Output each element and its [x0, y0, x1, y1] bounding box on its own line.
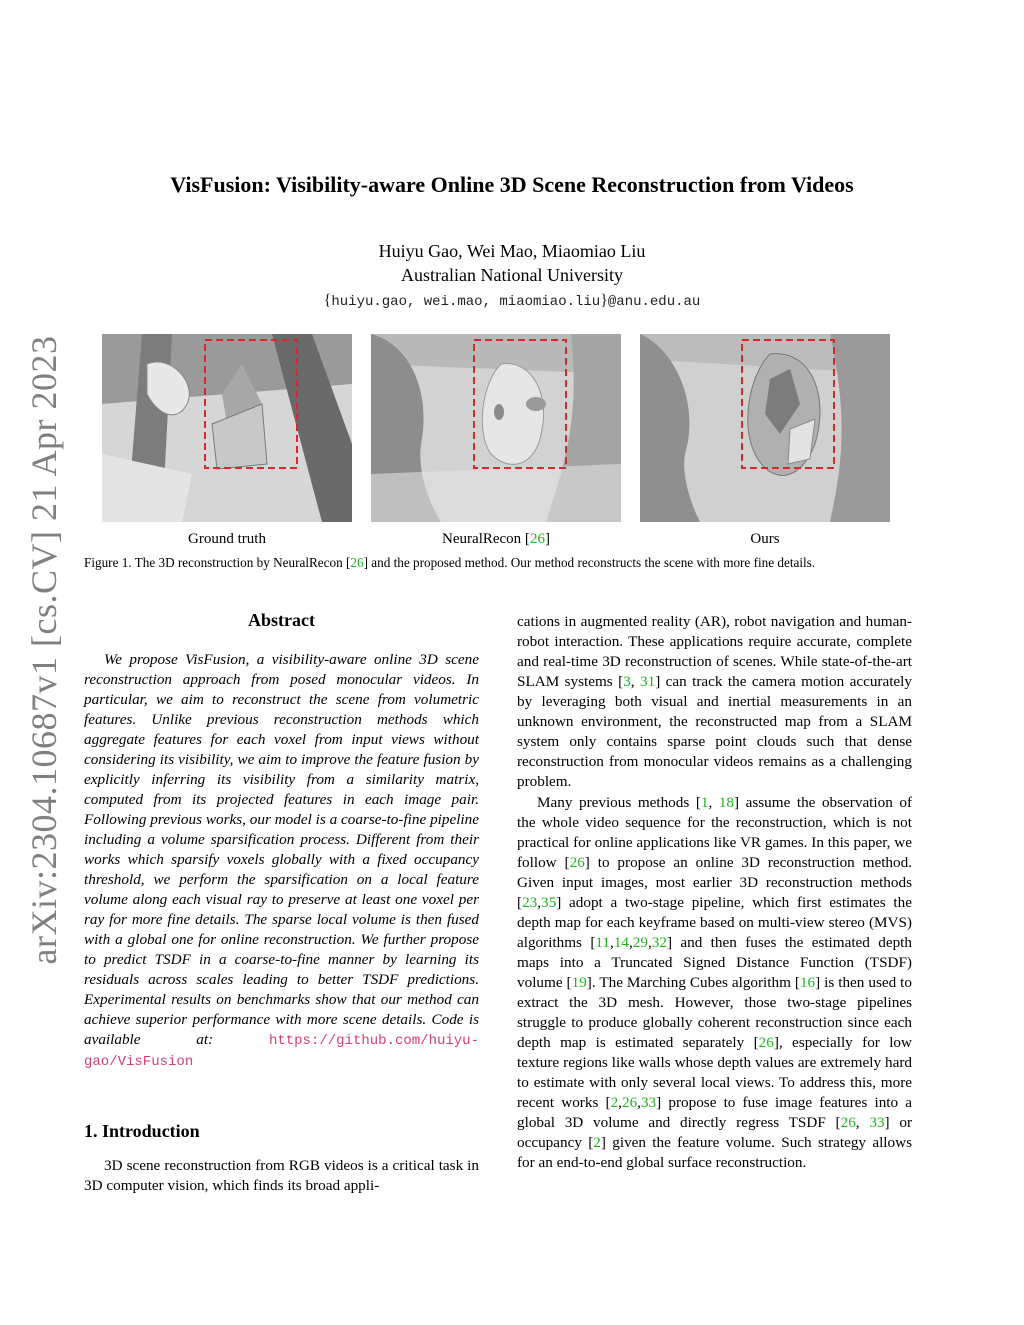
citation-ref[interactable]: 2 [593, 1134, 601, 1151]
citation-ref[interactable]: 2 [610, 1094, 619, 1111]
citation-ref[interactable]: 1 [700, 794, 709, 811]
citation-ref[interactable]: 23 [522, 894, 538, 911]
authors: Huiyu Gao, Wei Mao, Miaomiao Liu [378, 241, 646, 261]
text-segment: , [855, 1114, 870, 1131]
email-names: huiyu.gao, wei.mao, miaomiao.liu [331, 294, 601, 310]
email: {huiyu.gao, wei.mao, miaomiao.liu}@anu.edu.au [323, 292, 701, 310]
citation-ref[interactable]: 33 [869, 1114, 885, 1131]
figure-panel-ours [640, 334, 890, 522]
abstract-heading: Abstract [248, 610, 315, 630]
intro-paragraph-2 [517, 793, 912, 1173]
figure-caption: Figure 1. The 3D reconstruction by NeuralRecon [26] and the proposed method. Our method reconstructs the scene with more fine details. [84, 555, 816, 570]
text-segment: , [618, 1094, 622, 1111]
introduction-heading: 1. Introduction [84, 1121, 200, 1141]
figure-label-ours: Ours [750, 531, 780, 547]
arxiv-identifier: arXiv:2304.10687v1 [cs.CV] 21 Apr 2023 [24, 335, 64, 965]
text-segment: , [629, 934, 633, 951]
arxiv-sidebar [22, 335, 66, 965]
affiliation: Australian National University [401, 265, 623, 285]
text-segment: ] is then used to extract the 3D mesh. However, those two-stage pipelines struggle to produce globally coherent reconstruction since each depth map is estimated separately [ [517, 974, 912, 1051]
citation-ref[interactable]: 19 [571, 974, 587, 991]
text-segment: ] or occupancy [ [517, 1114, 913, 1151]
text-segment: ] adopt a two-stage pipeline, which first estimates the depth map for each keyframe based on multi-view stereo (MVS) algorithms [ [517, 894, 912, 951]
citation-ref[interactable]: 26 [758, 1034, 774, 1051]
citation-ref[interactable]: 18 [718, 794, 735, 811]
citation-ref[interactable]: 16 [799, 974, 816, 991]
citation-ref[interactable]: 31 [640, 673, 656, 690]
citation-ref[interactable]: 26 [621, 1094, 638, 1111]
citation-ref[interactable]: 3 [623, 673, 631, 690]
text-segment: ] assume the observation of the whole video sequence for the reconstruction, which is not practical for online applications like VR games. In this paper, we follow [ [517, 794, 913, 871]
text-segment: ], especially for low texture regions like walls whose depth values are extremely hard to estimate with only several local views. To address this, more recent works [ [517, 1034, 912, 1111]
text-segment: ] to propose an online 3D reconstruction method. Given input images, most earlier 3D reconstruction methods [ [517, 854, 912, 911]
figure-label-neuralrecon: NeuralRecon [26] [442, 531, 550, 547]
intro-paragraph-1 [517, 612, 912, 792]
abstract-body: We propose VisFusion, a visibility-aware online 3D scene reconstruction approach from posed monocular videos. In particular, we aim to reconstruct the scene from volumetric features. Unlike previous reconstruction methods which aggregate features for each voxel from input views without considering its visibility, we aim to improve the feature fusion by explicitly inferring its visibility from a similarity matrix, computed from its projected features in each image pair. Following previous works, our model is a coarse-to-fine pipeline including a volume sparsification process. Different from their works which sparsify voxels globally with a fixed occupancy threshold, we perform the sparsification on a local feature volume along each visual ray to preserve at least one voxel per ray for more fine details. The sparse local volume is then fused with a global one for online reconstruction. We further propose to predict TSDF in a coarse-to-fine manner by learning its residuals across scales leading to better TSDF predictions. Experimental results on benchmarks show that our method can achieve superior performance with more scene details. Code is available at: https://github.com/huiyu-gao/VisFusion [84, 651, 479, 1070]
introduction-right-column [517, 612, 912, 1173]
citation-ref[interactable]: 33 [640, 1094, 657, 1111]
text-segment: , [637, 1094, 641, 1111]
text-segment: ]. The Marching Cubes algorithm [ [586, 974, 800, 991]
text-segment: , [610, 934, 614, 951]
text-segment: ] can track the camera motion accurately by leveraging both visual and inertial measurements in an unknown environment, the reconstructed map from a SLAM system only contains sparse point clouds such that dense reconstruction from monocular videos remains as a challenging problem. [517, 673, 912, 790]
citation-ref[interactable]: 11 [595, 934, 611, 951]
email-domain: @anu.edu.au [607, 294, 701, 310]
figure-panel-ground-truth [102, 334, 352, 522]
text-segment: , [630, 673, 640, 690]
text-segment: , [537, 894, 542, 911]
code-link[interactable]: https://github.com/huiyu-gao/VisFusion [84, 1033, 479, 1070]
citation-ref[interactable]: 14 [613, 934, 629, 951]
figure-panel-neuralrecon [371, 334, 621, 522]
text-segment: cations in augmented reality (AR), robot navigation and human-robot interaction. These applications require accurate, complete and real-time 3D reconstruction of scenes. While state-of-the-art SLAM systems [ [517, 613, 912, 690]
citation-ref[interactable]: 26 [569, 854, 585, 871]
text-segment: ] given the feature volume. Such strategy allows for an end-to-end global surface reconstruction. [517, 1134, 912, 1171]
paper-title: VisFusion: Visibility-aware Online 3D Scene Reconstruction from Videos [170, 172, 854, 197]
introduction-paragraph-left: 3D scene reconstruction from RGB videos is a critical task in 3D computer vision, which finds its broad appli- [84, 1157, 479, 1194]
citation-ref[interactable]: 35 [541, 894, 557, 911]
text-segment: , [708, 794, 719, 811]
figure-label-ground-truth: Ground truth [188, 531, 266, 547]
text-segment: ] and then fuses the estimated depth maps into a Truncated Signed Distance Function (TSDF) volume [ [517, 934, 912, 991]
text-segment: ] propose to fuse image features into a global 3D volume and directly regress TSDF [ [517, 1094, 912, 1131]
citation-ref[interactable]: 29 [632, 934, 648, 951]
citation-ref[interactable]: 26 [840, 1114, 856, 1131]
citation-ref[interactable]: 32 [651, 934, 667, 951]
text-segment: Many previous methods [ [537, 794, 701, 811]
text-segment: , [647, 934, 652, 951]
